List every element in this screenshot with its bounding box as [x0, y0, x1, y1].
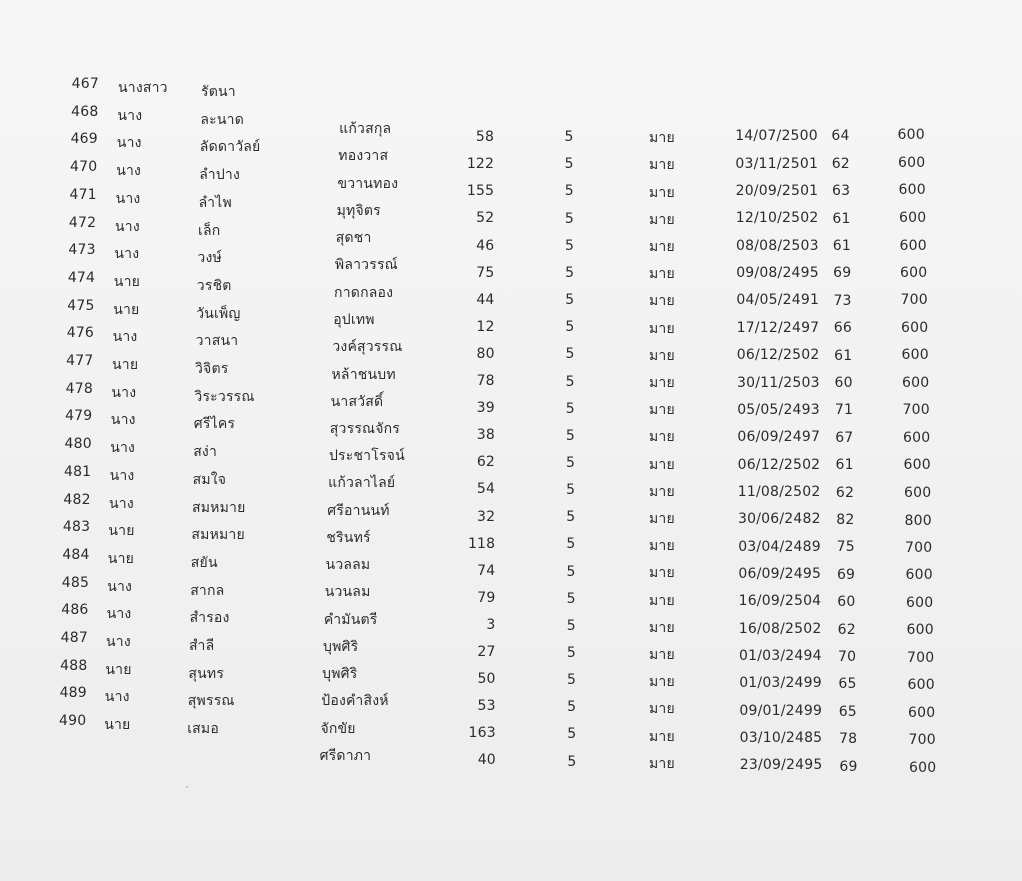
status-text: มาย	[649, 402, 675, 419]
village-number: 5	[565, 237, 575, 254]
allowance-amount: 600	[897, 127, 925, 144]
village-number: 5	[565, 264, 575, 281]
last-name: ป้องคำสิงห์	[321, 693, 389, 710]
age-value: 69	[839, 758, 858, 775]
row-number: 489	[59, 685, 87, 702]
last-name: ศรีอานนท์	[327, 502, 390, 519]
title-prefix: นาง	[107, 578, 133, 595]
birth-date: 17/12/2497	[736, 319, 820, 336]
status-text: มาย	[649, 211, 675, 228]
age-value: 75	[836, 539, 855, 556]
row-number: 474	[67, 269, 96, 286]
first-name: วงษ์	[197, 250, 222, 267]
row-number: 490	[59, 713, 87, 730]
allowance-amount: 600	[909, 759, 937, 776]
first-name: วรชิต	[196, 277, 232, 294]
village-number: 5	[566, 563, 576, 580]
status-text: มาย	[649, 184, 675, 201]
status-text: มาย	[649, 266, 675, 283]
status-text: มาย	[649, 619, 675, 636]
age-value: 60	[837, 594, 856, 611]
last-name: ชรินทร์	[326, 529, 371, 546]
last-name: บุพศิริ	[323, 639, 359, 655]
house-number: 74	[477, 562, 496, 579]
row-number: 484	[62, 546, 90, 563]
last-name: จักขัย	[320, 720, 356, 737]
row-number: 486	[61, 602, 89, 619]
house-number: 32	[476, 508, 496, 525]
village-number: 5	[565, 373, 575, 390]
status-text: มาย	[649, 538, 675, 555]
house-number: 80	[476, 345, 495, 362]
first-name: วาสนา	[195, 333, 239, 350]
age-value: 61	[835, 457, 854, 474]
title-prefix: นาง	[117, 107, 143, 124]
birth-date: 09/08/2495	[736, 265, 819, 282]
birth-date: 30/11/2503	[737, 374, 820, 391]
status-text: มาย	[649, 293, 675, 310]
table-row	[0, 74, 1022, 100]
village-number: 5	[564, 210, 575, 227]
house-number: 78	[476, 373, 495, 389]
row-number: 487	[60, 630, 88, 646]
birth-date: 06/09/2495	[738, 565, 822, 582]
birth-date: 03/10/2485	[739, 730, 823, 747]
village-number: 5	[564, 183, 574, 200]
birth-date: 03/11/2501	[735, 155, 819, 172]
house-number: 12	[476, 318, 495, 335]
status-text: มาย	[649, 592, 675, 609]
first-name: สมหมาย	[192, 499, 246, 516]
first-name: ลัดดาวัลย์	[199, 139, 261, 156]
title-prefix: นาง	[106, 606, 132, 623]
paper-speck	[186, 786, 188, 788]
house-number: 38	[476, 427, 495, 444]
allowance-amount: 600	[901, 347, 929, 364]
house-number: 50	[477, 671, 496, 688]
status-text: มาย	[649, 429, 675, 446]
allowance-amount: 700	[900, 292, 928, 309]
birth-date: 11/08/2502	[737, 483, 821, 500]
allowance-amount: 700	[908, 732, 936, 749]
village-number: 5	[565, 400, 575, 417]
allowance-amount: 700	[905, 539, 933, 556]
house-number: 75	[476, 264, 495, 281]
last-name: อุปเทพ	[333, 311, 375, 328]
village-number: 5	[564, 129, 574, 146]
table-row	[0, 739, 1022, 776]
house-number: 62	[476, 454, 496, 471]
first-name: ลำไพ	[198, 194, 232, 211]
status-text: มาย	[649, 375, 675, 391]
title-prefix: นาย	[113, 273, 141, 290]
house-number: 118	[467, 535, 496, 552]
birth-date: 04/05/2491	[736, 292, 820, 309]
village-number: 5	[565, 346, 575, 363]
village-number: 5	[566, 617, 576, 634]
age-value: 82	[836, 512, 855, 528]
birth-date: 05/05/2493	[737, 401, 820, 418]
title-prefix: นาย	[107, 550, 135, 567]
house-number: 58	[475, 129, 495, 146]
allowance-amount: 600	[898, 154, 926, 171]
title-prefix: นาย	[113, 301, 140, 318]
birth-date: 03/04/2489	[738, 538, 821, 555]
status-text: มาย	[649, 565, 675, 582]
title-prefix: นางสาว	[118, 80, 168, 96]
age-value: 63	[832, 183, 851, 200]
allowance-amount: 600	[902, 375, 930, 391]
last-name: ทองวาส	[338, 148, 389, 165]
village-number: 5	[564, 156, 574, 173]
last-name: นาสวัสดิ์	[330, 393, 384, 410]
table-row	[0, 711, 1022, 749]
village-number: 5	[566, 645, 576, 661]
title-prefix: นาง	[116, 163, 142, 180]
house-number: 46	[476, 237, 495, 254]
birth-date: 12/10/2502	[735, 210, 819, 227]
birth-date: 08/08/2503	[736, 237, 819, 254]
title-prefix: นาง	[110, 412, 136, 429]
age-value: 62	[835, 484, 855, 501]
allowance-amount: 700	[902, 402, 930, 419]
status-text: มาย	[649, 157, 675, 174]
allowance-amount: 600	[903, 457, 931, 474]
row-number: 475	[67, 297, 95, 314]
row-number: 483	[62, 519, 91, 536]
first-name: สมใจ	[192, 471, 227, 488]
first-name: สยัน	[190, 554, 218, 571]
house-number: 54	[476, 481, 496, 498]
status-text: มาย	[649, 347, 675, 364]
house-number: 44	[476, 291, 495, 308]
birth-date: 23/09/2495	[739, 757, 823, 774]
allowance-amount: 700	[907, 650, 935, 666]
birth-date: 01/03/2499	[739, 675, 822, 692]
age-value: 71	[834, 402, 854, 419]
title-prefix: นาย	[108, 523, 135, 540]
row-number: 470	[70, 159, 98, 176]
village-number: 5	[566, 536, 576, 553]
first-name: เสมอ	[187, 721, 219, 738]
house-number: 40	[477, 752, 496, 769]
last-name: แก้วสกุล	[339, 121, 392, 138]
status-text: มาย	[649, 728, 675, 745]
first-name: รัตนา	[201, 84, 236, 100]
house-number: 39	[476, 400, 495, 417]
last-name: ประชาโรจน์	[328, 448, 405, 465]
last-name: สุดชา	[335, 230, 372, 247]
row-number: 482	[63, 491, 91, 508]
first-name: ศรีไคร	[193, 416, 236, 433]
first-name: สำลี	[189, 638, 215, 654]
house-number: 122	[466, 156, 495, 173]
age-value: 73	[833, 292, 852, 309]
birth-date: 06/12/2502	[736, 347, 820, 364]
age-value: 78	[839, 731, 858, 748]
last-name: กาดกลอง	[334, 284, 394, 301]
birth-date: 14/07/2500	[735, 128, 818, 145]
birth-date: 06/09/2497	[737, 429, 821, 446]
last-name: พิลาวรรณ์	[334, 257, 398, 274]
row-number: 469	[70, 131, 98, 148]
status-text: มาย	[649, 320, 675, 337]
last-name: ขวานทอง	[337, 175, 399, 192]
house-number: 27	[477, 644, 496, 660]
age-value: 60	[834, 375, 853, 391]
title-prefix: นาง	[110, 440, 136, 457]
house-number: 53	[477, 698, 496, 715]
title-prefix: นาง	[116, 135, 142, 152]
first-name: เล็ก	[198, 222, 221, 239]
age-value: 69	[836, 566, 856, 583]
allowance-amount: 600	[901, 319, 929, 336]
title-prefix: นาง	[106, 634, 131, 650]
status-text: มาย	[649, 511, 675, 527]
last-name: นวนลม	[324, 584, 371, 601]
house-number: 79	[477, 589, 496, 606]
first-name: สากล	[190, 582, 225, 599]
title-prefix: นาง	[104, 689, 130, 706]
allowance-amount: 600	[903, 429, 931, 446]
status-text: มาย	[649, 755, 675, 772]
title-prefix: นาง	[114, 246, 140, 263]
title-prefix: นาง	[109, 467, 135, 484]
birth-date: 01/03/2494	[739, 648, 822, 664]
row-number: 479	[65, 408, 93, 425]
village-number: 5	[567, 726, 577, 743]
title-prefix: นาง	[112, 329, 138, 346]
row-number: 468	[71, 103, 99, 120]
first-name: ลำปาง	[199, 167, 241, 184]
age-value: 61	[832, 238, 851, 254]
age-value: 61	[832, 210, 851, 227]
village-number: 5	[566, 482, 576, 499]
row-number: 477	[66, 353, 94, 369]
row-number: 476	[66, 325, 95, 342]
village-number: 5	[567, 753, 577, 770]
title-prefix: นาย	[104, 717, 131, 734]
birth-date: 06/12/2502	[737, 456, 821, 473]
birth-date: 09/01/2499	[739, 702, 823, 719]
last-name: ศรีดาภา	[319, 747, 372, 764]
birth-date: 30/06/2482	[738, 511, 821, 528]
village-number: 5	[567, 699, 577, 716]
status-text: มาย	[649, 483, 675, 500]
village-number: 5	[566, 590, 576, 607]
age-value: 66	[833, 320, 853, 337]
last-name: คำมันตรี	[323, 611, 378, 628]
birth-date: 16/09/2504	[738, 593, 822, 610]
title-prefix: นาง	[111, 384, 137, 401]
allowance-amount: 600	[906, 622, 934, 639]
allowance-amount: 600	[899, 237, 927, 254]
age-value: 69	[833, 265, 852, 282]
last-name: หล้าชนบท	[331, 366, 396, 383]
village-number: 5	[565, 292, 575, 309]
last-name: บุพศิริ	[322, 666, 358, 683]
title-prefix: นาง	[115, 218, 140, 235]
age-value: 61	[834, 347, 853, 364]
house-number: 3	[486, 616, 496, 633]
status-text: มาย	[649, 701, 675, 718]
status-text: มาย	[649, 130, 675, 147]
age-value: 70	[838, 649, 857, 665]
allowance-amount: 600	[904, 484, 932, 501]
first-name: ละนาด	[200, 111, 245, 128]
first-name: สุนทร	[188, 665, 225, 682]
age-value: 65	[838, 676, 857, 693]
row-number: 488	[60, 657, 88, 674]
status-text: มาย	[649, 674, 675, 691]
title-prefix: นาย	[105, 661, 132, 678]
first-name: วิจิตร	[195, 361, 229, 377]
last-name: วงค์สุวรรณ	[332, 339, 403, 356]
row-number: 472	[68, 214, 97, 231]
allowance-amount: 600	[899, 209, 927, 226]
status-text: มาย	[649, 456, 675, 473]
allowance-amount: 600	[907, 677, 935, 694]
allowance-amount: 600	[905, 567, 933, 584]
house-number: 155	[466, 183, 495, 200]
row-number: 485	[61, 574, 90, 591]
age-value: 62	[837, 621, 856, 638]
status-text: มาย	[649, 239, 675, 255]
row-number: 471	[69, 186, 97, 203]
table-row	[0, 683, 1022, 721]
house-number: 52	[476, 210, 495, 227]
house-number: 163	[468, 725, 496, 742]
first-name: สง่า	[193, 444, 218, 461]
village-number: 5	[566, 672, 577, 689]
allowance-amount: 600	[900, 264, 928, 281]
allowance-amount: 600	[908, 704, 936, 721]
age-value: 62	[831, 155, 850, 172]
last-name: นวลลม	[325, 557, 371, 574]
title-prefix: นาง	[115, 190, 141, 207]
first-name: สมหมาย	[191, 527, 245, 544]
first-name: สำรอง	[189, 610, 230, 627]
village-number: 5	[565, 427, 575, 444]
age-value: 64	[831, 128, 850, 145]
age-value: 67	[835, 429, 854, 446]
village-number: 5	[565, 454, 576, 471]
row-number: 467	[71, 76, 99, 92]
first-name: วันเพ็ญ	[196, 305, 241, 322]
last-name: แก้วลาไลย์	[328, 475, 396, 492]
title-prefix: นาย	[112, 357, 139, 373]
row-number: 473	[68, 242, 96, 259]
allowance-amount: 600	[898, 182, 926, 199]
title-prefix: นาง	[109, 495, 134, 512]
row-number: 478	[65, 380, 93, 397]
last-name: มุทุจิตร	[336, 202, 381, 219]
birth-date: 16/08/2502	[738, 620, 822, 637]
row-number: 481	[63, 463, 92, 480]
first-name: วิระวรรณ	[194, 388, 255, 405]
village-number: 5	[566, 509, 576, 526]
last-name: สุวรรณจักร	[329, 420, 401, 437]
birth-date: 20/09/2501	[735, 183, 819, 200]
row-number: 480	[64, 436, 92, 453]
allowance-amount: 600	[906, 594, 934, 611]
allowance-amount: 800	[904, 512, 932, 529]
first-name: สุพรรณ	[187, 693, 235, 710]
village-number: 5	[565, 319, 575, 336]
status-text: มาย	[649, 647, 675, 663]
age-value: 65	[838, 703, 857, 720]
